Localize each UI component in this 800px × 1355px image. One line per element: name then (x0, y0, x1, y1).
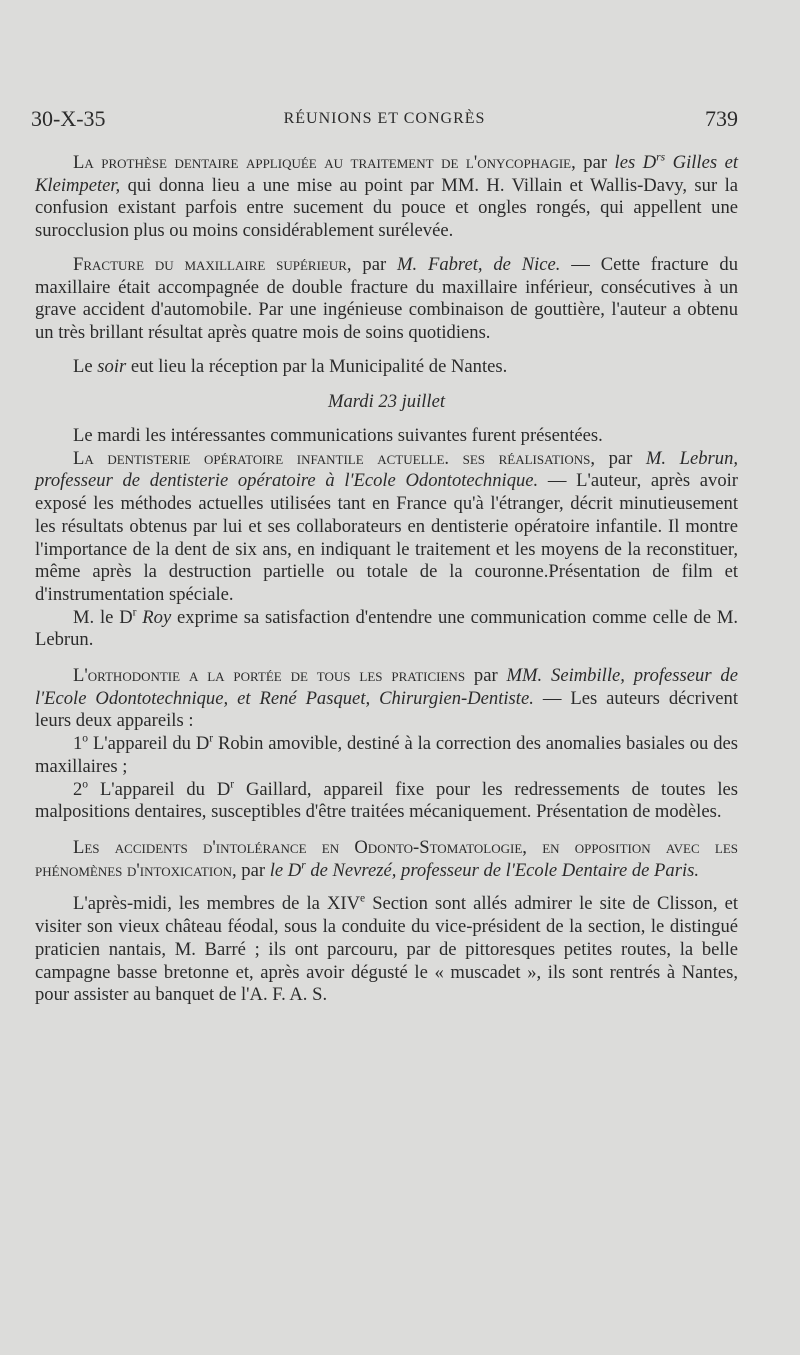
communication-title: La prothèse dentaire appliquée au traitement de l'onycophagie, (73, 152, 576, 173)
paragraph-text: — Cette fracture du maxillaire était accompagnée de double fracture du maxillaire inférieur, consécutives à un grave accident d'automobile. Par une ingénieuse combinaison de gouttière, l'auteur a obtenu un très brillant résultat après quatre mois de soins quotidiens. (35, 253, 739, 343)
running-header (31, 104, 738, 134)
paragraph-text: qui donna lieu a une mise au point par MM. H. Villain et Wallis-Davy, sur la confusion existant parfois entre sucement du pouce et ongles rongés, qui appellent une surocclusion plus ou moins considérablement surélevée. (35, 174, 738, 242)
paragraph-reception: Le soir eut lieu la réception par la Municipalité de Nantes. (73, 355, 508, 377)
article-body (35, 152, 738, 1007)
paragraph-text: — L'auteur, après avoir exposé les méthodes actuelles utilisées tant en France qu'à l'étranger, décrit minutieusement les résultats obtenus par lui et ses collaborateurs en dentisterie opératoire infantile. Il montre l'importance de la dent de six ans, en indiquant le traitement et les moyens de la reconstituer, même après la destruction partielle ou totale de la couronne.Présentation de film et d'instrumentation spéciale. (35, 470, 738, 605)
date-heading: Mardi 23 juillet (327, 391, 446, 413)
paragraph-fracture: Fracture du maxillaire supérieur, par M. Fabret, de Nice. — Cette fracture du maxillaire était accompagnée de double fracture du maxillaire inférieur, consécutives à un grave accident d'automobile. Par une ingénieuse combinaison de gouttière, l'auteur a obtenu un très brillant résultat après quatre mois de soins quotidiens. (35, 253, 739, 343)
authors: les $D^{rs}$ Gilles et Kleimpeter, (35, 151, 738, 196)
paragraph-intolerance: Les accidents d'intolérance en Odonto-Stomatologie, en opposition avec les phénomènes d'intoxication, par le $D^r$ de Nevrezé, professeur de l'Ecole Dentaire de Paris. (35, 836, 738, 881)
communication-title: Fracture du maxillaire supérieur, (73, 253, 352, 275)
page-number: 739 (705, 106, 738, 131)
communication-title: La dentisterie opératoire infantile actuelle. ses réalisations, (73, 447, 595, 469)
header-date: 30-X-35 (31, 106, 106, 131)
paragraph-dentisterie: La dentisterie opératoire infantile actuelle. ses réalisations, par M. Lebrun, professeur de dentisterie opératoire à l'Ecole Odontotechnique. — L'auteur, après avoir exposé les méthodes actuelles utilisées tant en France qu'à l'étranger, décrit minutieusement les résultats obtenus par lui et ses collaborateurs en dentisterie opératoire infantile. Il montre l'importance de la dent de six ans, en indiquant le traitement et les moyens de la reconstituer, même après la destruction partielle ou totale de la couronne.Présentation de film et d'instrumentation spéciale. (35, 447, 739, 605)
list-item-1: 1$^o$ L'appareil du $D^r$ Robin amovible, destiné à la correction des anomalies basiales ou des maxillaires ; (35, 732, 738, 777)
header-section: RÉUNIONS ET CONGRÈS (283, 110, 486, 127)
paragraph-clisson: L'après-midi, les membres de la XIVe Section sont allés admirer le site de Clisson, et visiter son vieux château féodal, sous la conduite du vice-président de la section, le distingué praticien nantais, M. Barré ; ils ont parcouru, par de pittoresques petites routes, la belle campagne basse bretonne et, après avoir dégusté le « muscadet », ils sont rentrés à Nantes, pour assister au banquet de l'A. F. A. S. (35, 892, 738, 1006)
author: M. Lebrun, professeur de dentisterie opératoire à l'Ecole Odontotechnique. (35, 447, 739, 492)
paragraph-text: — Les auteurs décrivent leurs deux appareils : (35, 687, 739, 732)
paragraph-intro: Le mardi les intéressantes communications suivantes furent présentées. (73, 425, 603, 447)
communication-title: L'orthodontie a la portée de tous les praticiens (73, 665, 466, 687)
authors: MM. Seimbille, professeur de l'Ecole Odontotechnique, et René Pasquet, Chirurgien-Dentiste. (35, 665, 738, 709)
paragraph-orthodontie: L'orthodontie a la portée de tous les praticiens par MM. Seimbille, professeur de l'Ecole Odontotechnique, et René Pasquet, Chirurgien-Dentiste. — Les auteurs décrivent leurs deux appareils : (35, 665, 739, 732)
paragraph-onycophagie: La prothèse dentaire appliquée au traitement de l'onycophagie, par les $D^{rs}$ Gilles et Kleimpeter, qui donna lieu a une mise au point par MM. H. Villain et Wallis-Davy, sur la confusion existant parfois entre sucement du pouce et ongles rongés, qui appellent une surocclusion plus ou moins considérablement surélevée. (35, 151, 738, 242)
author: le $D^r$ de Nevrezé, professeur de l'Ecole Dentaire de Paris. (269, 859, 699, 881)
communication-title: Les accidents d'intolérance en Odonto-Stomatologie, en opposition avec les phénomènes d'intoxication, (35, 836, 738, 881)
author: M. Fabret, de Nice. (397, 253, 561, 275)
list-item-2: 2$^o$ L'appareil du $D^r$ Gaillard, appareil fixe pour les redressements de toutes les malpositions dentaires, susceptibles d'être traitées mécaniquement. Présentation de modèles. (35, 778, 738, 823)
paragraph-roy: M. le $D^r$ Roy exprime sa satisfaction d'entendre une communication comme celle de M. Lebrun. (35, 606, 739, 651)
